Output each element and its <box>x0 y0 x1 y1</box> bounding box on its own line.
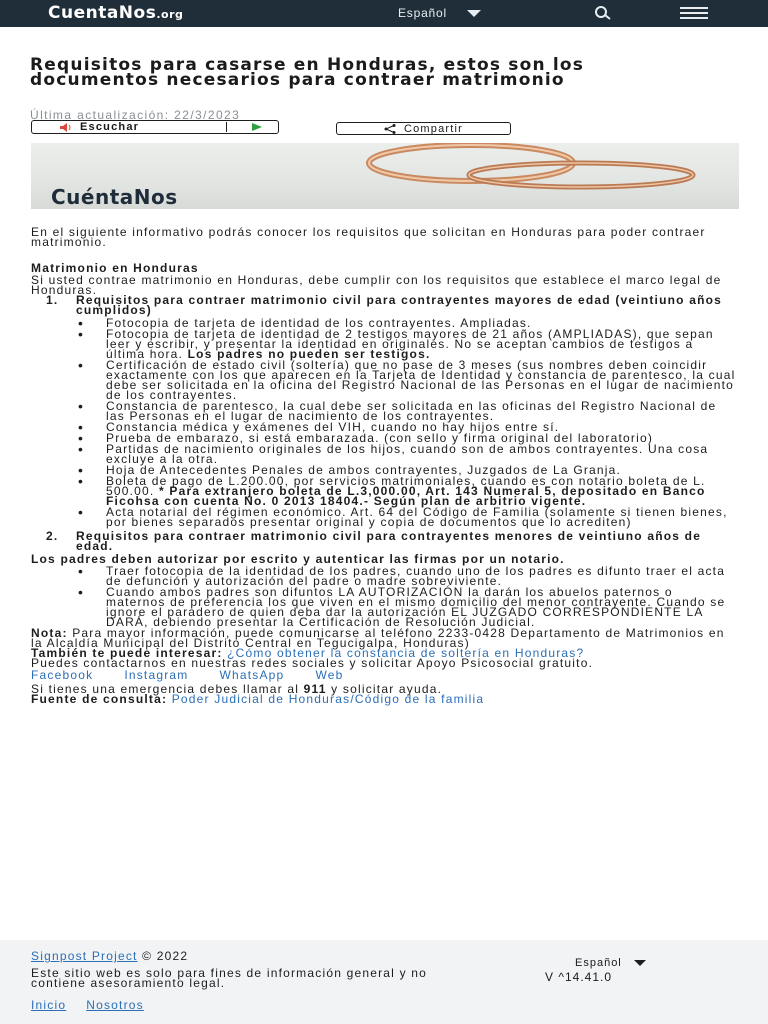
section-intro: Si usted contrae matrimonio en Honduras, debe cumplir con los requisitos que establece el marco legal de Honduras. <box>31 273 722 297</box>
list-item: • Traer fotocopia de la identidad de los padres, cuando uno de los padres es difunto traer el acta de defunción y autorización del padre o madre sobreviviente. <box>106 566 736 586</box>
note-label: Nota: <box>31 626 68 640</box>
listen-label: Escuchar <box>80 121 140 133</box>
list-item: • Acta notarial del régimen económico. Art. 64 del Código de Familia (solamente si tienen bienes, por bienes separados presentar original y copia de documentos que lo acrediten) <box>106 507 736 527</box>
note-text: Para mayor información, puede comunicarse al teléfono 2233-0428 Departamento de Matrimonios en la Alcaldía Municipal del Distrito Central en Tegucigalpa, Honduras) <box>31 626 725 650</box>
social-links <box>31 670 736 680</box>
list-item: • Partidas de nacimiento originales de los hijos, cuando son de ambos contrayentes. Una cosa excluye a la otra. <box>106 444 736 464</box>
search-icon <box>592 5 614 23</box>
emergency-number: 911 <box>303 682 327 696</box>
related-article-link[interactable]: ¿Cómo obtener la constancia de soltería en Honduras? <box>227 646 585 660</box>
footer-copyright <box>31 951 188 961</box>
footer-links <box>31 1000 144 1010</box>
menu-icon-bar <box>680 12 708 14</box>
listen-button[interactable] <box>31 120 279 134</box>
article-title: Requisitos para casarse en Honduras, estos son los documentos necesarios para contraer matrimonio <box>30 55 585 90</box>
section-heading: Matrimonio en Honduras <box>31 261 199 275</box>
list-number: 2. <box>46 529 59 543</box>
intro-paragraph: En el siguiente informativo podrás conocer los requisitos que solicitan en Honduras para poder contraer matrimonio. <box>31 225 706 249</box>
list-item <box>106 476 736 506</box>
source-paragraph <box>31 694 736 704</box>
footer-link-home[interactable]: Inicio <box>31 998 67 1012</box>
list-item: • Constancia médica y exámenes del VIH, cuando no hay hijos entre sí. <box>106 422 736 432</box>
last-updated: Última actualización: 22/3/2023 <box>30 108 241 122</box>
facebook-link[interactable]: Facebook <box>31 668 94 682</box>
hero-image <box>31 143 739 209</box>
chevron-down-icon <box>467 10 481 17</box>
article-body <box>31 227 736 704</box>
hero-logo: CuéntaNos <box>51 185 178 209</box>
copyright-text: © 2022 <box>137 949 189 963</box>
hamburger-menu-button[interactable] <box>680 7 708 21</box>
app-version: V ^14.41.0 <box>545 970 613 984</box>
play-icon[interactable] <box>252 123 262 131</box>
footer-disclaimer: Este sitio web es solo para fines de información general y no contiene asesoramiento legal. <box>31 966 428 990</box>
list-item-emphasis: Los padres no pueden ser testigos. <box>187 347 431 361</box>
requirement-group-2 <box>46 529 736 553</box>
footer-link-about[interactable]: Nosotros <box>86 998 144 1012</box>
list-item: • Certificación de estado civil (soltería) que no pase de 3 meses (sus nombres deben coincidir exactamente con los que aparecen en la Tarjeta de Identidad y constancia de parentesco, la cual debe ser solicitada en la oficina del Registro Nacional de las Personas en el lugar de nacimiento de los contrayentes. <box>106 360 736 400</box>
requirement-group-title: Requisitos para contraer matrimonio civil para contrayentes menores de veintiuno años de edad. <box>76 529 702 553</box>
menu-icon-bar <box>680 7 708 9</box>
requirements-list-2 <box>46 529 736 553</box>
share-button[interactable] <box>336 122 511 135</box>
list-item: • Cuando ambos padres son difuntos LA AUTORIZACIÓN la darán los abuelos paternos o maternos de preferencia los que viven en el mismo domicilio del menor contrayente. Cuando se ignore el paradero de quien deba dar la autorización EL JUZGADO CORRESPONDIENTE LA DARÁ, debiendo presentar la Certificación de Resolución Judicial. <box>106 587 736 627</box>
list-item: • Constancia de parentesco, la cual debe ser solicitada en las oficinas del Registro Nacional de las Personas en el lugar de nacimiento de los contrayentes. <box>106 401 736 421</box>
language-label: Español <box>398 6 447 20</box>
site-logo[interactable] <box>48 4 183 24</box>
footer-language-selector[interactable] <box>575 957 646 969</box>
emergency-text: Si tienes una emergencia debes llamar al <box>31 682 304 696</box>
list-item: • Fotocopia de tarjeta de identidad de los contrayentes. Ampliadas. <box>106 318 736 328</box>
requirements-list <box>46 293 736 317</box>
source-label: Fuente de consulta: <box>31 692 168 706</box>
list-item-text: Fotocopia de tarjeta de identidad de 2 testigos mayores de 21 años (AMPLIADAS), que sepan leer y escribir, y presentar la identidad en originales. No se aceptan cambios de testigos a última hora. <box>106 327 714 361</box>
list-item: • Prueba de embarazo, si está embarazada. (con sello y firma original del laboratorio) <box>106 433 736 443</box>
list-item: • Hoja de Antecedentes Penales de ambos contrayentes, Juzgados de La Granja. <box>106 465 736 475</box>
instagram-link[interactable]: Instagram <box>124 668 189 682</box>
list-item-emphasis: * Para extranjero boleta de L.3,000.00, Art. 143 Numeral 5, depositado en Banco Ficohsa con cuenta No. 0 2013 18404.- Según plan de arbitrio vigente. <box>106 484 706 508</box>
wedding-rings-image <box>301 143 739 209</box>
footer-language-label: Español <box>575 957 622 969</box>
menu-icon-bar <box>680 17 708 19</box>
emergency-text-end: y solicitar ayuda. <box>326 682 443 696</box>
whatsapp-link[interactable]: WhatsApp <box>219 668 285 682</box>
requirement-group-title: Requisitos para contraer matrimonio civil para contrayentes mayores de edad (veintiuno años cumplidos) <box>76 293 723 317</box>
language-selector[interactable] <box>398 6 481 20</box>
source-link[interactable]: Poder Judicial de Honduras/Código de la familia <box>171 692 485 706</box>
list-item <box>106 329 736 359</box>
requirement-group-1 <box>46 293 736 317</box>
listen-divider <box>226 122 227 132</box>
search-button[interactable] <box>592 5 614 23</box>
note-paragraph <box>31 628 736 648</box>
requirements-bullets-2 <box>76 566 736 627</box>
logo-text: CuentaNos <box>48 3 157 23</box>
contact-paragraph: Puedes contactarnos en nuestras redes sociales y solicitar Apoyo Psicosocial gratuito. <box>31 656 594 670</box>
list-number: 1. <box>46 293 59 307</box>
web-link[interactable]: Web <box>315 668 344 682</box>
parents-note: Los padres deben autorizar por escrito y autenticar las firmas por un notario. <box>31 552 565 566</box>
related-label: También te puede interesar: <box>31 646 223 660</box>
list-item-text: Boleta de pago de L.200.00, por servicios matrimoniales, cuando es con notario boleta de L. 500.00. <box>106 474 706 498</box>
speaker-icon <box>60 123 72 132</box>
share-icon <box>384 124 396 134</box>
share-label: Compartir <box>403 122 464 135</box>
requirements-bullets-1 <box>76 318 736 527</box>
top-navbar <box>0 0 768 27</box>
chevron-down-icon <box>634 960 646 966</box>
logo-suffix: .org <box>156 8 184 21</box>
signpost-project-link[interactable]: Signpost Project <box>31 949 138 963</box>
